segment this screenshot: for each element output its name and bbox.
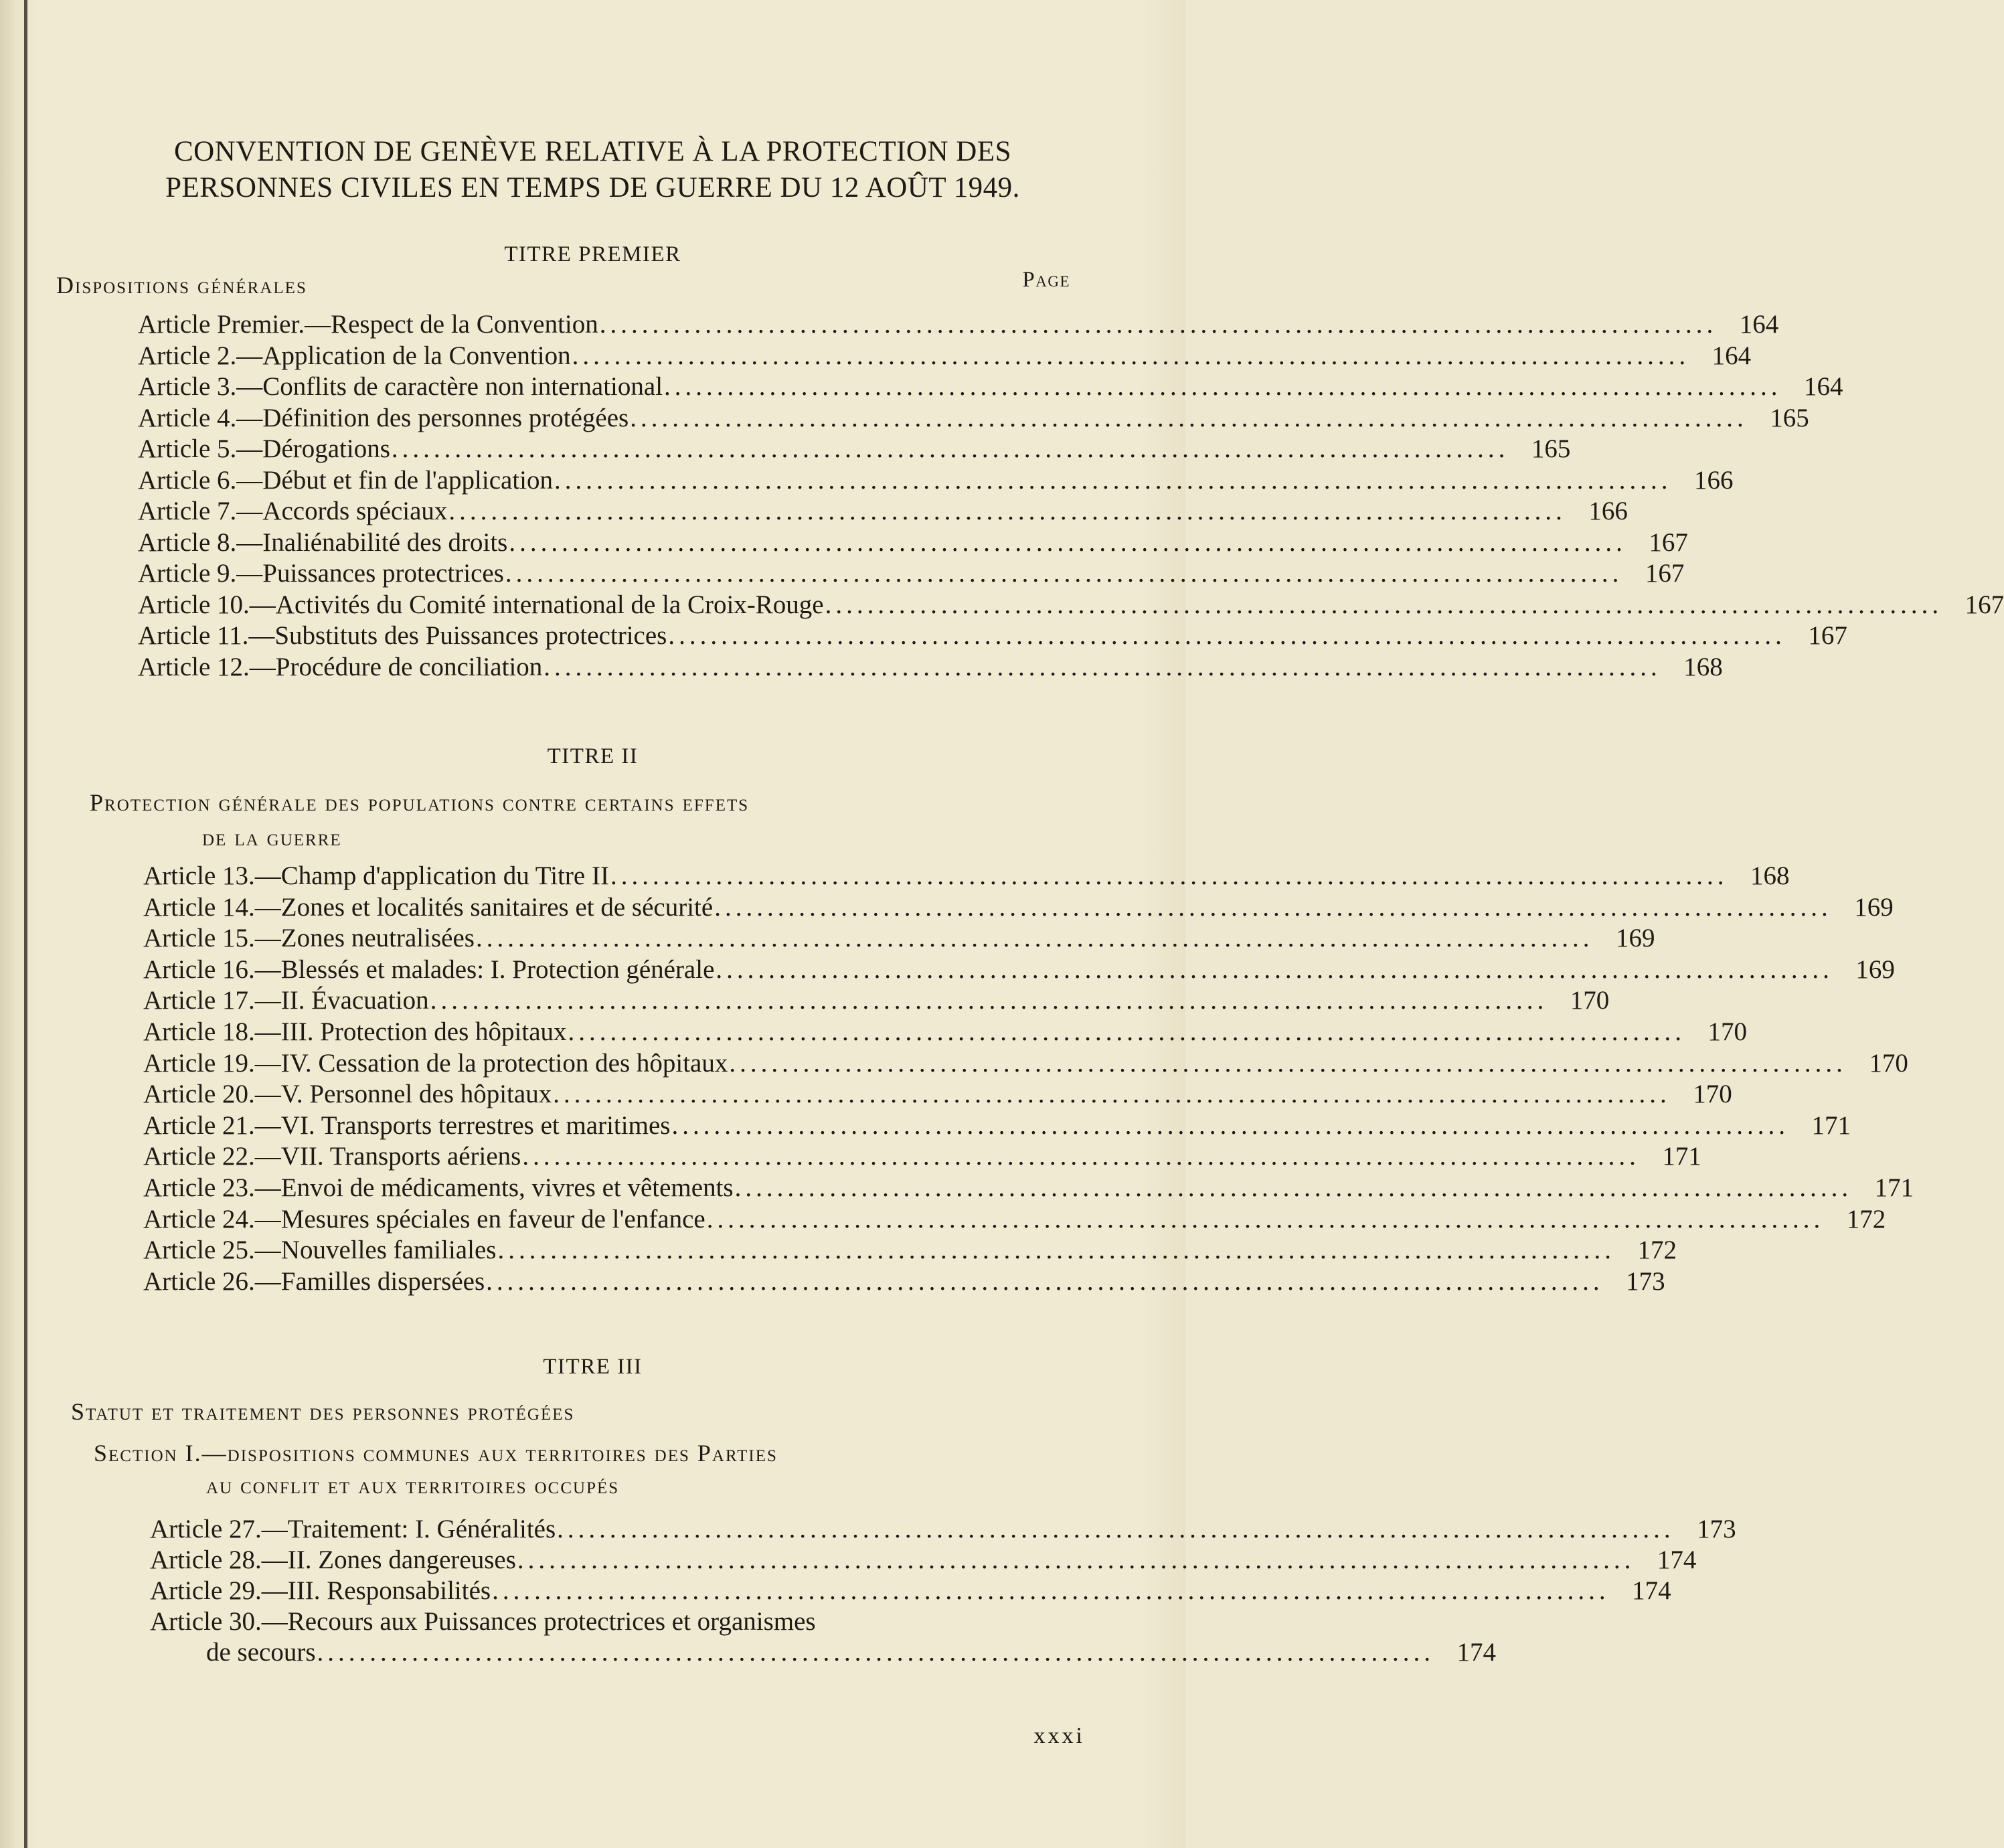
toc-entry	[143, 1141, 1701, 1172]
toc-entry-label: Article 23.—Envoi de médicaments, vivres et vêtements	[143, 1173, 734, 1202]
toc-entry	[143, 892, 1894, 923]
toc-entry-label: Article 27.—Traitement: I. Généralités	[150, 1515, 556, 1543]
leader-dots: ..........................................................................................................	[391, 434, 1509, 463]
toc-entry-label: Article 5.—Dérogations	[138, 434, 390, 463]
titre2-subtitle-line-2: de la guerre	[202, 824, 342, 851]
toc-entry-page: 173	[1626, 1266, 1665, 1296]
leader-dots: ..........................................................................................................	[430, 986, 1548, 1015]
toc-entry-page: 174	[1657, 1545, 1697, 1574]
leader-dots: ..........................................................................................................	[671, 1110, 1789, 1140]
titre-premier-heading: TITRE PREMIER	[504, 242, 681, 266]
toc-entry-page: 168	[1683, 652, 1723, 681]
page-folio: xxxi	[1033, 1724, 1085, 1748]
toc-entry	[206, 1637, 1497, 1668]
toc-entry-label: Article 16.—Blessés et malades: I. Protection générale	[143, 954, 715, 984]
toc-entry	[143, 1079, 1732, 1110]
toc-entry-page: 167	[1965, 590, 2004, 619]
toc-entry-page: 164	[1739, 310, 1779, 339]
toc-entry-label: Article 18.—III. Protection des hôpitaux	[143, 1017, 567, 1046]
section-heading-line-1: Section I.—dispositions communes aux territoires des Parties	[94, 1440, 778, 1466]
toc-entry	[143, 1235, 1677, 1266]
toc-entry	[143, 923, 1655, 954]
leader-dots: ..........................................................................................................	[505, 559, 1623, 588]
leader-dots: ..........................................................................................................	[714, 892, 1832, 922]
leader-dots: ..........................................................................................................	[668, 621, 1786, 650]
toc-entry	[150, 1545, 1697, 1576]
toc-entry-page: 164	[1804, 372, 1843, 401]
titre-iii-heading: TITRE III	[543, 1355, 643, 1379]
toc-entry-label: Article 17.—II. Évacuation	[143, 986, 429, 1015]
toc-entry-page: 171	[1662, 1142, 1701, 1171]
toc-entry-page: 167	[1645, 559, 1685, 588]
toc-entry-page: 165	[1770, 403, 1809, 432]
leader-dots: ..........................................................................................................	[734, 1173, 1853, 1202]
titre3-subtitle: Statut et traitement des personnes protégées	[71, 1398, 575, 1425]
toc-entry	[138, 558, 1685, 589]
toc-entry	[138, 652, 1723, 683]
toc-entry-page: 169	[1615, 924, 1655, 953]
toc-entry	[143, 985, 1610, 1016]
toc-entry-label: Article 4.—Définition des personnes protégées	[138, 403, 629, 432]
leader-dots: ..........................................................................................................	[568, 1017, 1686, 1046]
document-title-line-1: CONVENTION DE GENÈVE RELATIVE À LA PROTECTION DES	[173, 136, 1012, 167]
leader-dots: ..........................................................................................................	[664, 372, 1782, 401]
section-heading-line-2: au conflit et aux territoires occupés	[206, 1472, 620, 1499]
toc-entry-label: Article 20.—V. Personnel des hôpitaux	[143, 1080, 552, 1109]
document-title-line-2: PERSONNES CIVILES EN TEMPS DE GUERRE DU 12 AOÛT 1949.	[165, 172, 1020, 203]
toc-entry-page: 171	[1874, 1173, 1914, 1202]
toc-entry	[143, 954, 1895, 985]
toc-entry-label: Article 3.—Conflits de caractère non international	[138, 372, 663, 401]
leader-dots: ..........................................................................................................	[572, 341, 1690, 370]
toc-entry	[143, 1173, 1914, 1203]
titre1-subtitle: Dispositions générales	[56, 272, 307, 299]
toc-entry-continued-line: Article 30.—Recours aux Puissances protectrices et organismes	[150, 1607, 816, 1636]
leader-dots: ..........................................................................................................	[517, 1545, 1635, 1574]
toc-entry-label: de secours	[206, 1638, 316, 1667]
toc-entry	[138, 341, 1752, 371]
toc-entry-page: 174	[1632, 1576, 1671, 1605]
toc-entry-label: Article 15.—Zones neutralisées	[143, 924, 475, 953]
toc-entry	[150, 1514, 1736, 1545]
toc-entry	[138, 434, 1571, 465]
toc-entry-page: 169	[1855, 954, 1895, 984]
leader-dots: ..........................................................................................................	[522, 1142, 1640, 1171]
toc-entry-label: Article Premier.—Respect de la Convention	[138, 310, 598, 339]
toc-entry-label: Article 26.—Familles dispersées	[143, 1266, 485, 1296]
toc-entry-page: 170	[1869, 1048, 1908, 1078]
toc-entry	[143, 1017, 1748, 1047]
toc-entry-page: 167	[1649, 527, 1688, 557]
toc-entry	[150, 1576, 1671, 1606]
titre2-subtitle-line-1: Protection générale des populations contre certains effets	[90, 789, 750, 816]
leader-dots: ..........................................................................................................	[544, 652, 1661, 681]
toc-entry-label: Article 24.—Mesures spéciales en faveur de l'enfance	[143, 1204, 705, 1234]
page-column-heading: Page	[1022, 268, 1070, 292]
toc-entry-page: 168	[1750, 861, 1790, 890]
titre-ii-heading: TITRE II	[547, 744, 639, 768]
leader-dots: ..........................................................................................................	[448, 497, 1566, 525]
leader-dots: ..........................................................................................................	[729, 1048, 1847, 1078]
leader-dots: ..........................................................................................................	[706, 1204, 1825, 1234]
toc-entry-label: Article 19.—IV. Cessation de la protection des hôpitaux	[143, 1048, 728, 1078]
toc-entry-page: 174	[1456, 1638, 1497, 1667]
leader-dots: ..........................................................................................................	[716, 954, 1833, 984]
toc-entry-page: 170	[1570, 986, 1610, 1015]
toc-entry-label: Article 12.—Procédure de conciliation	[138, 652, 543, 681]
toc-entry-label: Article 29.—III. Responsabilités	[150, 1576, 491, 1605]
toc-entry	[143, 1048, 1908, 1079]
toc-entry-label: Article 11.—Substituts des Puissances protectrices	[138, 621, 667, 650]
leader-dots: ..........................................................................................................	[497, 1236, 1615, 1265]
toc-entry-page: 167	[1808, 621, 1847, 650]
toc-entry-label: Article 2.—Application de la Convention	[138, 341, 571, 370]
toc-entry	[138, 496, 1628, 527]
toc-entry-page: 173	[1697, 1515, 1736, 1543]
leader-dots: ..........................................................................................................	[486, 1266, 1604, 1296]
toc-entry-page: 166	[1588, 497, 1628, 525]
toc-entry-page: 172	[1637, 1236, 1677, 1265]
toc-entry-label: Article 14.—Zones et localités sanitaires et de sécurité	[143, 892, 714, 922]
leader-dots: ..........................................................................................................	[599, 310, 1718, 339]
toc-entry	[138, 620, 1847, 651]
toc-entry-label: Article 21.—VI. Transports terrestres et maritimes	[143, 1110, 671, 1140]
toc-entry-label: Article 22.—VII. Transports aériens	[143, 1142, 521, 1171]
toc-entry-page: 165	[1531, 434, 1571, 463]
toc-entry-label: Article 25.—Nouvelles familiales	[143, 1236, 497, 1265]
toc-entry-page: 170	[1707, 1017, 1748, 1046]
toc-entry-label: Article 6.—Début et fin de l'application	[138, 465, 554, 495]
leader-dots: ..........................................................................................................	[825, 590, 1943, 619]
binding-gutter	[24, 0, 27, 1848]
leader-dots: ..........................................................................................................	[317, 1638, 1435, 1667]
toc-entry	[143, 1110, 1851, 1141]
toc-entry-page: 169	[1854, 892, 1894, 922]
toc-entry-label: Article 28.—II. Zones dangereuses	[150, 1545, 516, 1574]
toc-entry	[138, 371, 1843, 402]
toc-entry	[143, 1204, 1886, 1235]
toc-entry	[138, 309, 1779, 340]
toc-entry-label: Article 8.—Inaliénabilité des droits	[138, 527, 508, 557]
toc-entry-label: Article 10.—Activités du Comité international de la Croix-Rouge	[138, 590, 824, 619]
toc-entry	[143, 861, 1790, 892]
leader-dots: ..........................................................................................................	[630, 403, 1748, 432]
leader-dots: ..........................................................................................................	[554, 465, 1672, 495]
toc-entry-page: 172	[1846, 1204, 1886, 1234]
toc-entry	[138, 590, 2004, 620]
leader-dots: ..........................................................................................................	[492, 1576, 1610, 1605]
toc-entry-page: 166	[1694, 465, 1734, 495]
toc-entry-label: Article 13.—Champ d'application du Titre II	[143, 861, 609, 890]
leader-dots: ..........................................................................................................	[610, 861, 1728, 890]
toc-entry	[138, 527, 1688, 558]
toc-entry-label: Article 9.—Puissances protectrices	[138, 559, 504, 588]
toc-entry	[143, 1266, 1665, 1297]
toc-entry-page: 164	[1711, 341, 1752, 370]
leader-dots: ..........................................................................................................	[557, 1515, 1675, 1543]
toc-entry	[138, 403, 1809, 434]
leader-dots: ..........................................................................................................	[475, 924, 1594, 953]
toc-entry-page: 171	[1811, 1110, 1851, 1140]
toc-entry-page: 170	[1693, 1080, 1732, 1109]
toc-entry	[138, 465, 1734, 496]
leader-dots: ..........................................................................................................	[509, 527, 1626, 557]
leader-dots: ..........................................................................................................	[553, 1080, 1671, 1109]
toc-entry-label: Article 7.—Accords spéciaux	[138, 497, 448, 525]
